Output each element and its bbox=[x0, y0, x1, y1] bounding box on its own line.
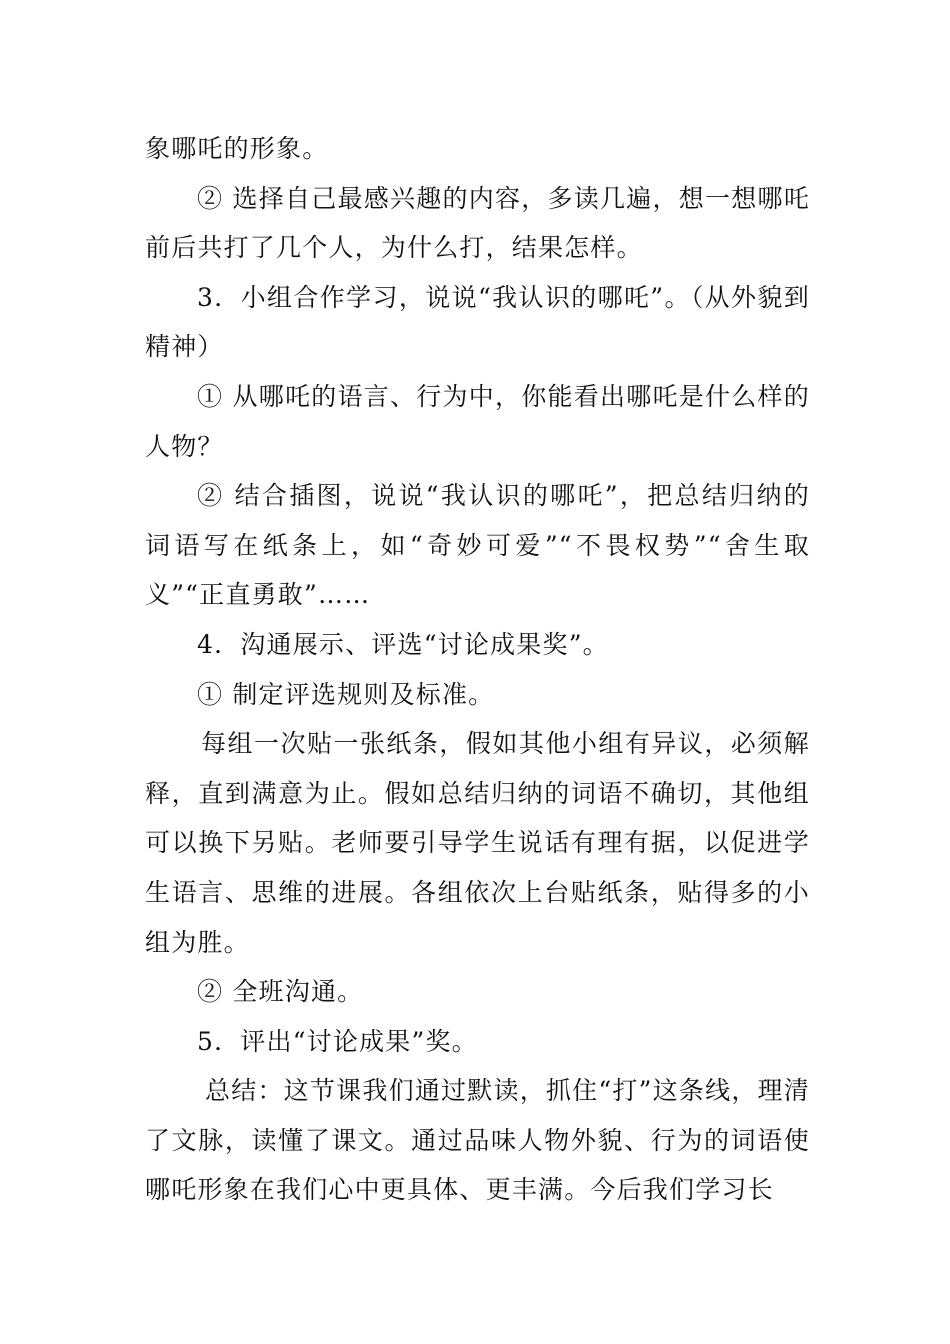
paragraph-step-4-item-2: ② 全班沟通。 bbox=[197, 977, 364, 1007]
paragraph-continuation: 象哪吒的形象。 bbox=[145, 134, 329, 163]
paragraph-rules: 每组一次贴一张纸条，假如其他小组有异议，必须解释，直到满意为止。假如总结归纳的词语不确切，其他组可以换下另贴。老师要引导学生说话有理有据，以促进学生语言、思维的进展。各组依次上台贴纸条，贴得多的小组为胜。 bbox=[145, 729, 810, 957]
paragraph-step-3-item-1: ① 从哪吒的语言、行为中，你能看出哪吒是什么样的人物？ bbox=[145, 381, 810, 461]
paragraph-step-3: 3．小组合作学习，说说“我认识的哪吒”。（从外貌到精神） bbox=[145, 282, 810, 362]
paragraph-step-4: 4．沟通展示、评选“讨论成果奖”。 bbox=[197, 629, 609, 659]
paragraph-step-5: 5．评出“讨论成果”奖。 bbox=[197, 1026, 478, 1056]
paragraph-summary: 总结：这节课我们通过默读，抓住“打”这条线，理清了文脉，读懂了课文。通过品味人物外貌、行为的词语使哪吒形象在我们心中更具体、更丰满。今后我们学习长 bbox=[145, 1076, 810, 1205]
document-body bbox=[145, 124, 810, 1215]
paragraph-step-3-item-2: ② 结合插图，说说“我认识的哪吒”，把总结归纳的词语写在纸条上，如“奇妙可爱”“不畏权势”“舍生取义”“正直勇敢”…… bbox=[145, 481, 810, 610]
paragraph-step-2-item-2: ② 选择自己最感兴趣的内容，多读几遍，想一想哪吒前后共打了几个人，为什么打，结果怎样。 bbox=[145, 183, 810, 263]
paragraph-step-4-item-1: ① 制定评选规则及标准。 bbox=[197, 679, 495, 709]
